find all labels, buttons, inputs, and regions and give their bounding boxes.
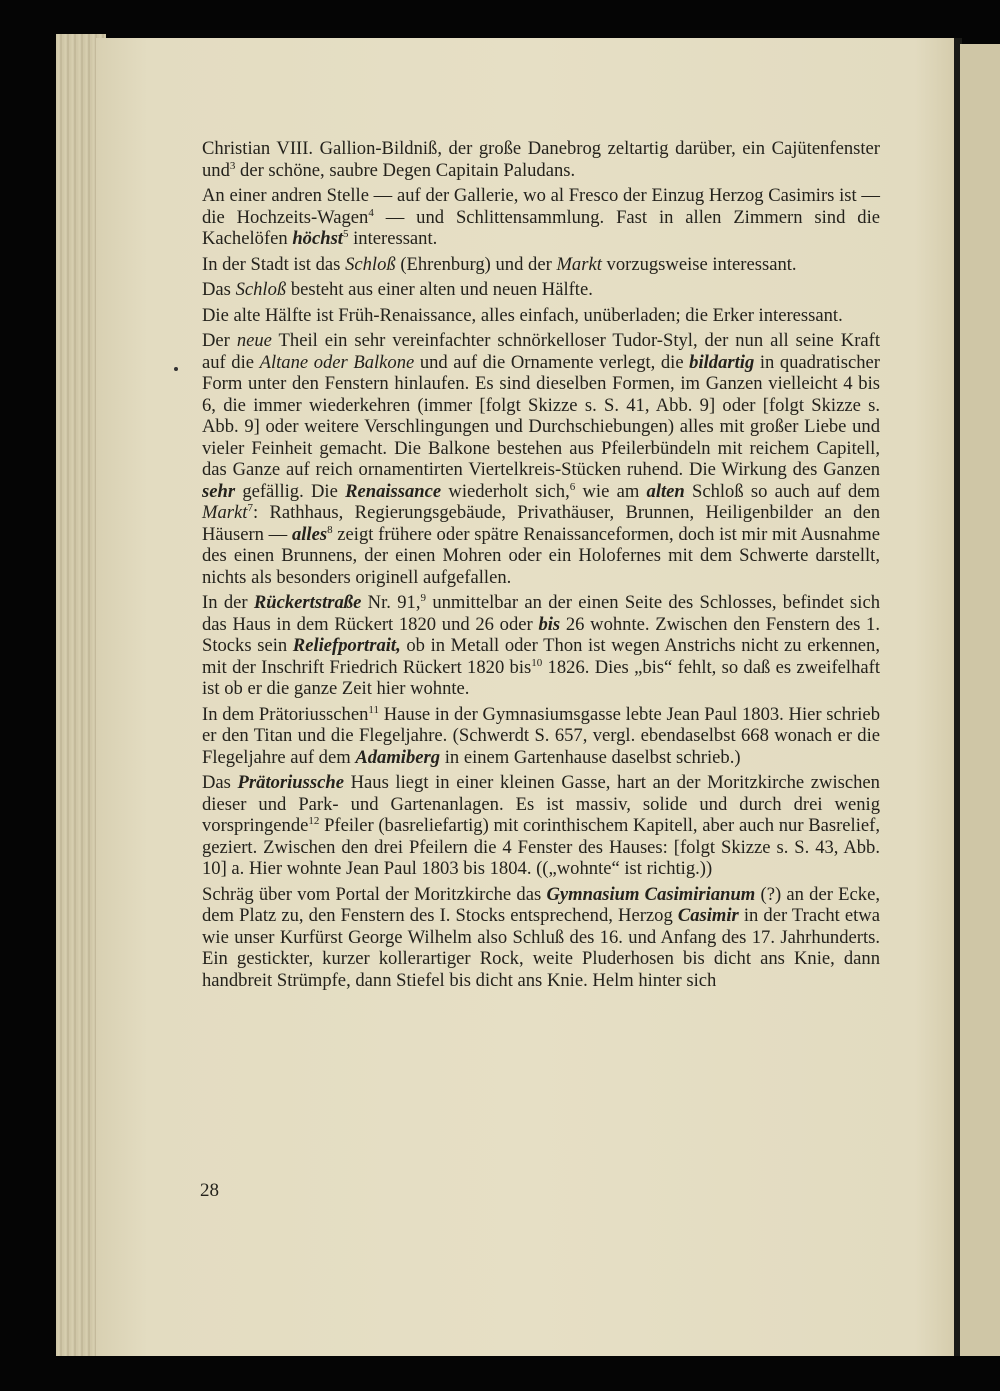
text-run: gefällig. Die bbox=[235, 480, 346, 502]
text-run: besteht aus einer alten und neuen Hälfte. bbox=[286, 279, 593, 300]
bold-italic-run: Gymnasium Casimirianum bbox=[546, 883, 756, 905]
text-run: wiederholt sich, bbox=[441, 480, 570, 502]
facing-page-edge bbox=[960, 44, 1000, 1356]
footnote-ref: 12 bbox=[308, 814, 320, 827]
text-run: Christian VIII. Gallion-Bildniß, der große Danebrog zeltartig darüber, ein Cajütenfenster und bbox=[202, 138, 880, 181]
text-run: in einem Gartenhause daselbst schrieb.) bbox=[440, 746, 741, 768]
text-run: Der bbox=[202, 330, 237, 351]
text-run: Pfeiler (basreliefartig) mit corinthischem Kapitell, aber auch nur Basrelief, geziert. Zwischen den drei Pfeilern die 4 Fenster des Hauses: [folgt Skizze s. S. 43, Abb. 10] a. Hier wohnte Jean Paul 1803 bis 1804. ((„wohnte“ ist richtig.)) bbox=[202, 815, 880, 879]
italic-run: Schloß bbox=[235, 279, 287, 300]
text-run: Schloß so auch auf dem bbox=[684, 480, 880, 502]
text-run: und auf die Ornamente verlegt, die bbox=[414, 351, 690, 373]
bold-italic-run: höchst bbox=[292, 228, 343, 249]
margin-mark bbox=[174, 367, 178, 371]
italic-run: Schloß bbox=[345, 253, 396, 275]
text-run: Das bbox=[202, 279, 236, 300]
text-run: Hause in der Gymnasiumsgasse lebte Jean Paul 1803. Hier schrieb er den Titan und die Flegeljahre. (Schwerdt S. 657, vergl. ebendaselbst 668 wonach er die Flegeljahre auf dem bbox=[202, 703, 880, 768]
footnote-ref: 8 bbox=[327, 523, 333, 536]
bold-italic-run: Prätoriussche bbox=[237, 772, 344, 793]
page-number: 28 bbox=[200, 1180, 219, 1201]
footnote-ref: 7 bbox=[247, 501, 253, 514]
text-run: Schräg über vom Portal der Moritzkirche das bbox=[202, 883, 547, 905]
text-run: in quadratischer Form unter den Fenstern hinlaufen. Es sind dieselben Formen, im Ganzen vielleicht 4 bis 6, die immer wiederkehren (immer [folgt Skizze s. S. 41, Abb. 9] oder [folgt Skizze s. Abb. 9] oder weitere Verschlingungen und Durchschiebungen) alles mit großer Liebe und vieler Feinheit gemacht. Die Balkone bestehen aus Pfeilerbündeln mit reichem Capitell, das Ganze auf reich ornamentirten Viertelkreis-Stücken ruhend. Die Wirkung des Ganzen bbox=[202, 351, 880, 480]
text-run: Theil ein sehr vereinfachter schnörkelloser Tudor-Styl, der nun all seine Kraft auf die bbox=[202, 330, 880, 373]
bold-italic-run: sehr bbox=[202, 480, 236, 502]
bold-italic-run: bis bbox=[538, 613, 561, 635]
italic-run: neue bbox=[236, 330, 272, 351]
text-run: In der bbox=[202, 592, 254, 613]
body-text bbox=[202, 138, 880, 995]
paragraph bbox=[202, 254, 880, 276]
text-run: in der Tracht etwa wie unser Kurfürst George Wilhelm also Schluß des 16. und Anfang des 17. Jahrhunderts. Ein gestickter, kurzer kollerartiger Rock, weite Pluderhosen bis dicht ans Knie, dann handbreit Strümpfe, dann Stiefel bis dicht ans Knie. Helm hinter sich bbox=[202, 905, 880, 991]
paragraph bbox=[202, 884, 880, 992]
text-run: (Ehrenburg) und der bbox=[395, 253, 557, 275]
footnote-ref: 5 bbox=[342, 227, 349, 240]
bold-italic-run: Rückertstraße bbox=[253, 592, 362, 613]
footnote-ref: 10 bbox=[531, 656, 543, 669]
italic-run: Markt bbox=[556, 253, 602, 275]
bold-italic-run: Renaissance bbox=[345, 480, 442, 502]
paragraph bbox=[202, 592, 880, 700]
text-run: Die alte Hälfte ist Früh-Renaissance, alles einfach, unüberladen; die Erker interessant. bbox=[202, 304, 843, 326]
footnote-ref: 6 bbox=[569, 480, 576, 493]
paragraph bbox=[202, 138, 880, 181]
paragraph bbox=[202, 772, 880, 880]
text-run: 26 wohnte. Zwischen den Fenstern des 1. Stocks sein bbox=[202, 613, 880, 656]
text-run: : Rathhaus, Regierungsgebäude, Privathäuser, Brunnen, Heiligenbilder an den Häusern — bbox=[202, 502, 880, 545]
bold-italic-run: Adamiberg bbox=[355, 746, 441, 768]
italic-run: Altane oder Balkone bbox=[259, 351, 415, 373]
text-run: An einer andren Stelle — auf der Gallerie, wo al Fresco der Einzug Herzog Casimirs ist — die Hochzeits-Wagen bbox=[202, 185, 880, 228]
footnote-ref: 3 bbox=[229, 159, 236, 172]
text-run: — und Schlittensammlung. Fast in allen Zimmern sind die Kachelöfen bbox=[202, 206, 880, 249]
text-run: vorzugsweise interessant. bbox=[601, 253, 797, 275]
footnote-ref: 9 bbox=[420, 591, 426, 604]
text-run: (?) an der Ecke, dem Platz zu, den Fenstern des I. Stocks entsprechend, Herzog bbox=[202, 883, 880, 926]
bold-italic-run: Reliefportrait, bbox=[292, 635, 401, 656]
text-run: In der Stadt ist das bbox=[202, 253, 346, 275]
text-run: der schöne, saubre Degen Capitain Paludans. bbox=[235, 159, 576, 181]
text-run: zeigt frühere oder spätre Renaissanceformen, doch ist mir mit Ausnahme des einen Brunnens, der einen Mohren oder ein Holofernes mit dem Schwerte darstellt, nichts als besonders originell aufgefallen. bbox=[202, 523, 880, 588]
footnote-ref: 11 bbox=[368, 703, 379, 716]
bold-italic-run: alles bbox=[291, 523, 328, 545]
paragraph bbox=[202, 279, 880, 301]
footnote-ref: 4 bbox=[368, 206, 374, 219]
text-run: In dem Prätoriusschen bbox=[202, 703, 369, 725]
paragraph bbox=[202, 305, 880, 327]
text-run: 1826. Dies „bis“ fehlt, so daß es zweifelhaft ist ob er die ganze Zeit hier wohnte. bbox=[202, 656, 880, 699]
text-run: wie am bbox=[575, 480, 647, 502]
text-run: Das bbox=[202, 772, 238, 793]
text-run: unmittelbar an der einen Seite des Schlosses, befindet sich das Haus in dem Rückert 1820 und 26 oder bbox=[202, 592, 881, 635]
bold-italic-run: Casimir bbox=[677, 905, 739, 926]
text-run: Haus liegt in einer kleinen Gasse, hart an der Moritzkirche zwischen dieser und Park- und Gartenanlagen. Es ist massiv, solide und durch drei wenig vorspringende bbox=[202, 772, 880, 836]
bold-italic-run: alten bbox=[646, 480, 685, 502]
text-run: interessant. bbox=[348, 228, 438, 249]
paragraph bbox=[202, 185, 880, 250]
text-run: ob in Metall oder Thon ist wegen Anstrichs nicht zu erkennen, mit der Inschrift Friedrich Rückert 1820 bis bbox=[202, 635, 881, 678]
italic-run: Markt bbox=[202, 502, 248, 523]
paragraph bbox=[202, 330, 880, 588]
bold-italic-run: bildartig bbox=[689, 351, 755, 373]
paragraph bbox=[202, 704, 880, 769]
text-run: Nr. 91, bbox=[361, 592, 421, 613]
